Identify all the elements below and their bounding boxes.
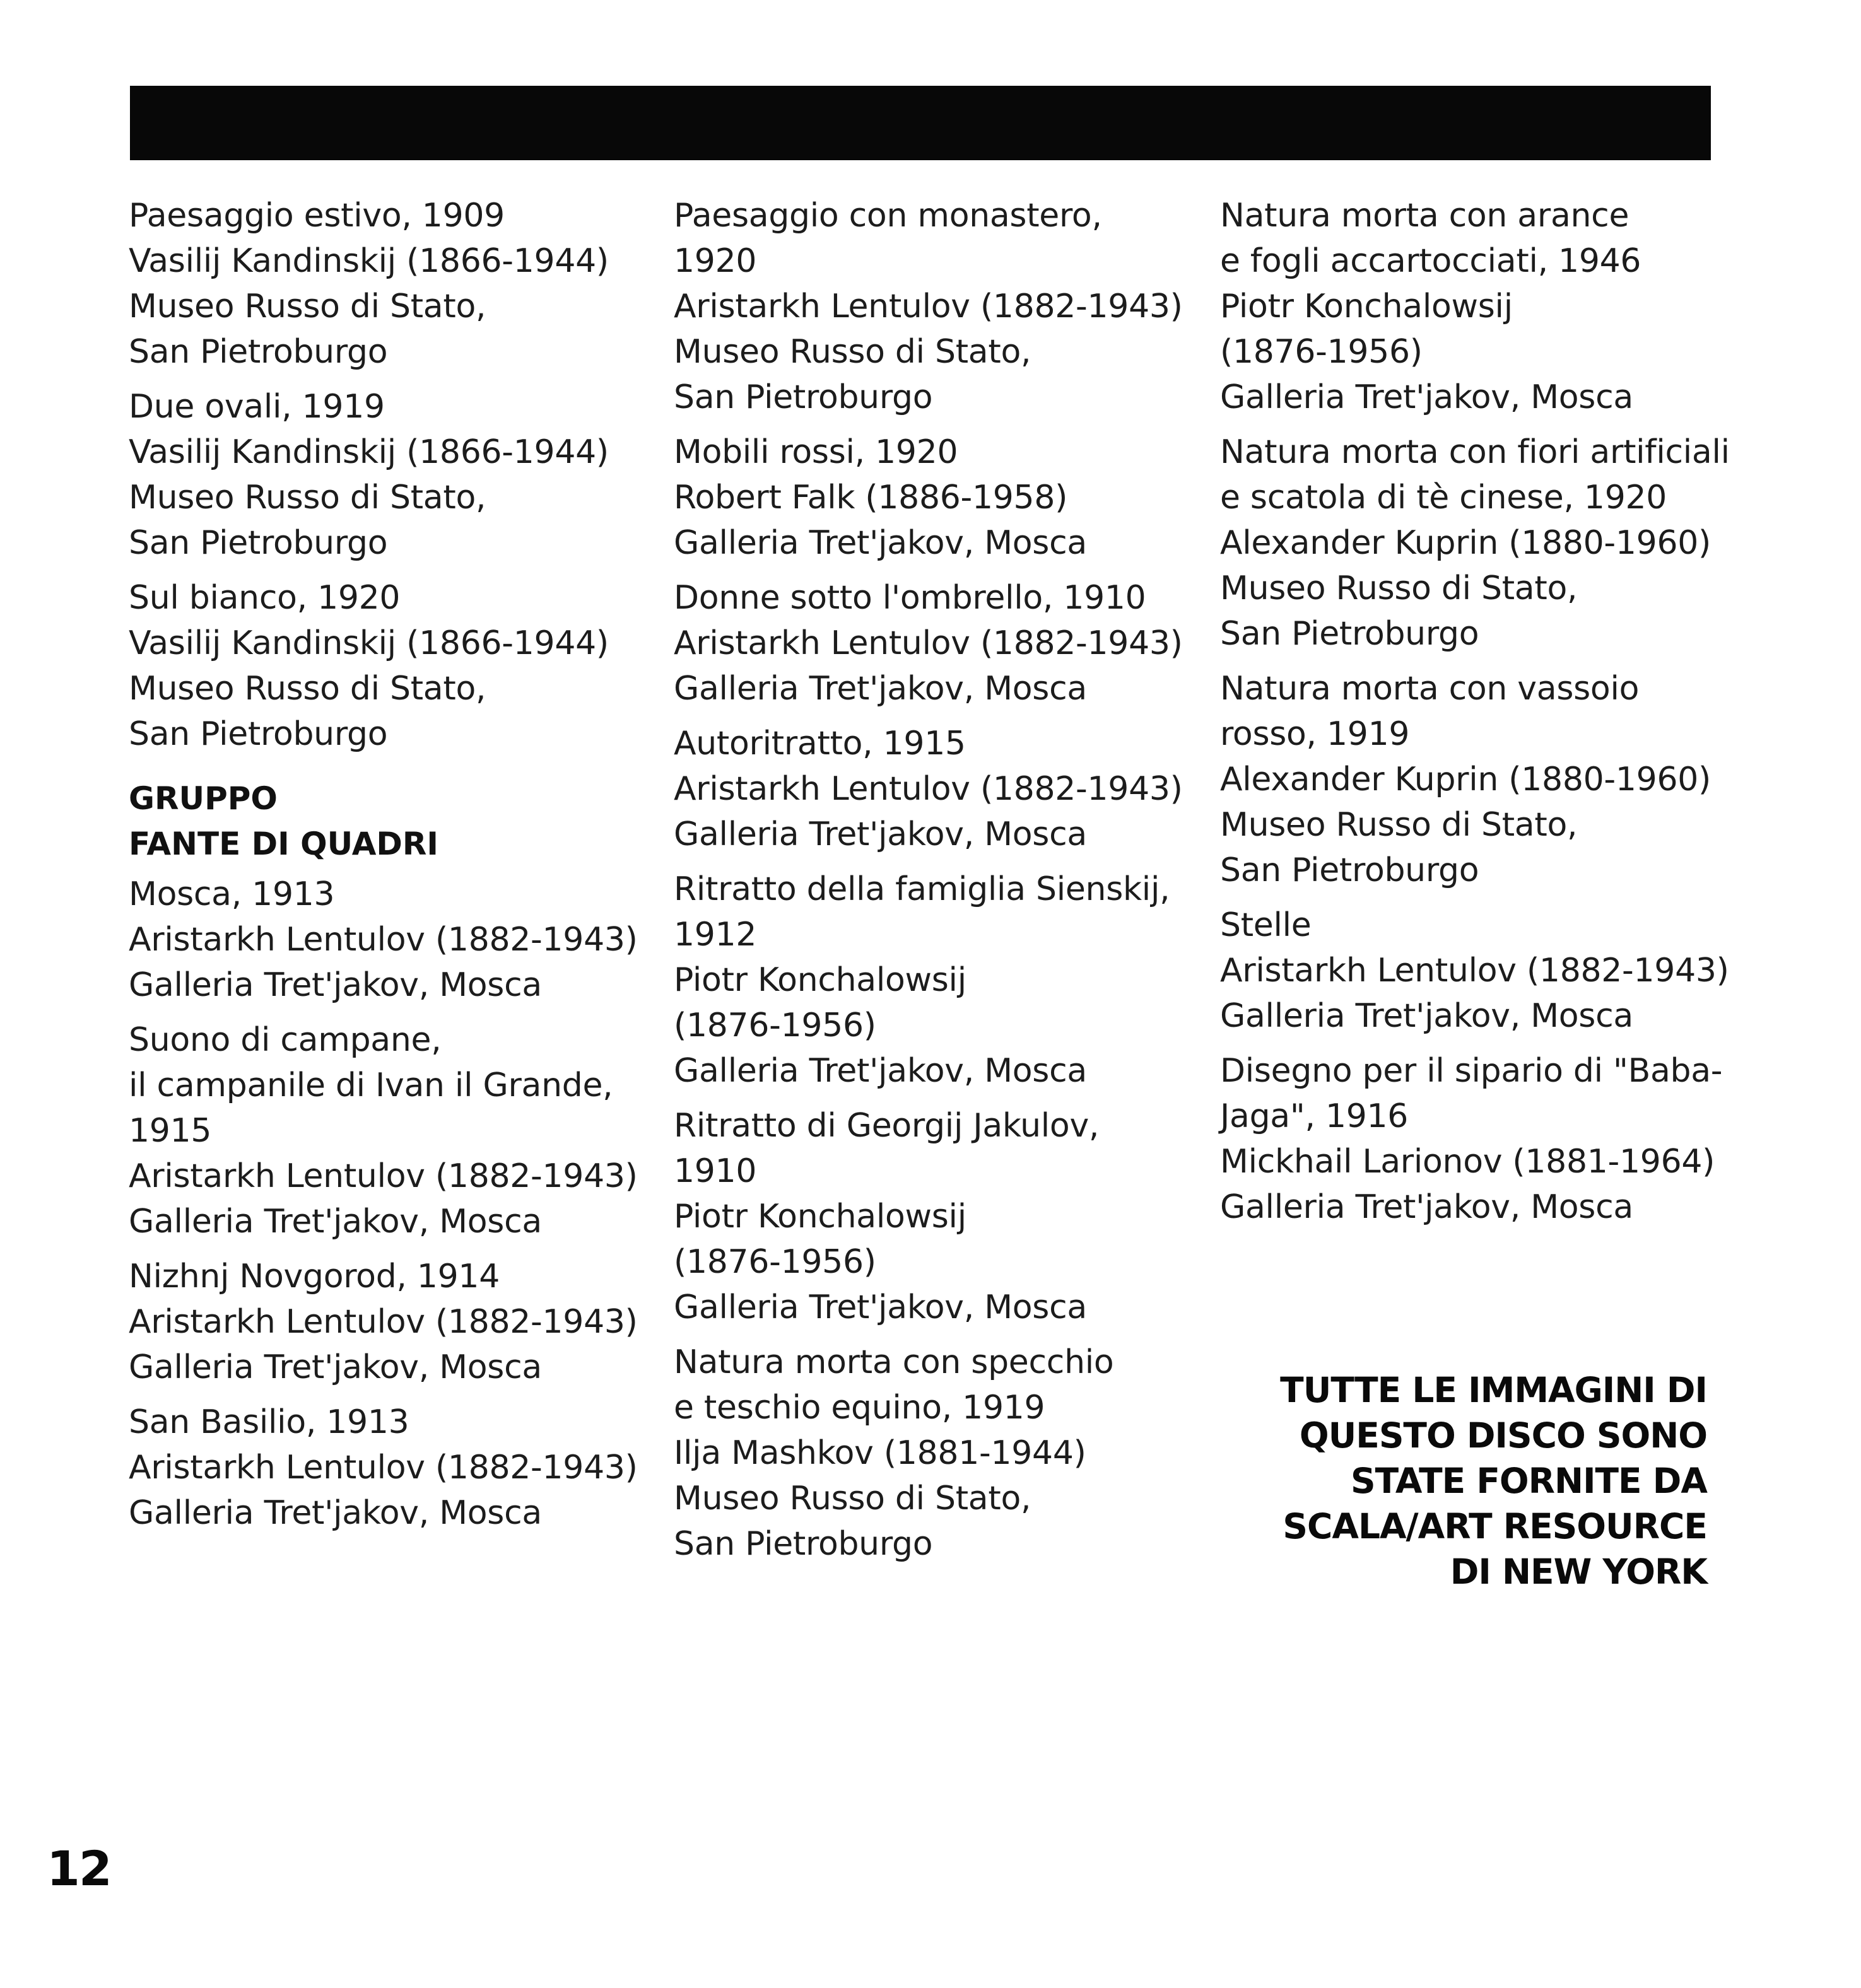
artwork-detail: (1876-1956) [1220,333,1423,371]
artwork-entry [129,384,646,566]
artwork-entry [1220,193,1725,420]
artwork-entry [129,1017,646,1244]
artwork-detail: Aristarkh Lentulov (1882-1943) [129,921,638,959]
artwork-detail: (1876-1956) [674,1007,876,1044]
heading-line: FANTE DI QUADRI [129,826,439,862]
artwork-detail: Galleria Tret'jakov, Mosca [129,966,542,1004]
artwork-detail: Galleria Tret'jakov, Mosca [674,1289,1087,1326]
artwork-detail: Vasilij Kandinskij (1866-1944) [129,242,609,280]
artwork-entry [129,1400,646,1536]
artwork-entry [674,575,1191,711]
artwork-detail: Museo Russo di Stato, [1220,570,1578,607]
artwork-entry [674,430,1191,566]
artwork-entry [129,872,646,1008]
artwork-detail: Aristarkh Lentulov (1882-1943) [674,770,1183,808]
artwork-detail: Galleria Tret'jakov, Mosca [129,1203,542,1241]
artwork-detail: San Pietroburgo [1220,851,1479,889]
artwork-detail: Aristarkh Lentulov (1882-1943) [674,624,1183,662]
column-2 [674,193,1191,1576]
artwork-detail: Vasilij Kandinskij (1866-1944) [129,624,609,662]
artwork-detail: San Pietroburgo [674,1525,933,1563]
artwork-detail: Aristarkh Lentulov (1882-1943) [674,288,1183,325]
artwork-detail: 1915 [129,1112,212,1150]
artwork-entry [674,867,1191,1094]
credit-line: DI NEW YORK [1450,1552,1707,1592]
page-number: 12 [47,1840,111,1897]
artwork-title: Nizhnj Novgorod, 1914 [129,1258,500,1295]
artwork-title: Ritratto di Georgij Jakulov, [674,1107,1100,1145]
artwork-detail: il campanile di Ivan il Grande, [129,1067,613,1104]
artwork-detail: e fogli accartocciati, 1946 [1220,242,1641,280]
artwork-entry [129,575,646,757]
artwork-detail: Museo Russo di Stato, [129,670,486,708]
section-heading [129,776,646,867]
artwork-detail: Galleria Tret'jakov, Mosca [1220,1188,1633,1226]
artwork-detail: rosso, 1919 [1220,715,1410,753]
artwork-detail: (1876-1956) [674,1243,876,1281]
artwork-title: Mobili rossi, 1920 [674,433,958,471]
artwork-entry [1220,903,1729,1039]
artwork-detail: e scatola di tè cinese, 1920 [1220,479,1667,517]
artwork-title: Natura morta con arance [1220,197,1629,235]
artwork-title: Autoritratto, 1915 [674,725,966,763]
artwork-detail: Galleria Tret'jakov, Mosca [129,1348,542,1386]
artwork-title: Suono di campane, [129,1021,442,1059]
artwork-detail: Aristarkh Lentulov (1882-1943) [129,1157,638,1195]
artwork-detail: Piotr Konchalowsij [674,961,966,999]
header-black-bar [130,86,1711,160]
credit-line: SCALA/ART RESOURCE [1283,1506,1707,1547]
artwork-detail: 1912 [674,916,757,954]
credit-line: STATE FORNITE DA [1350,1461,1707,1501]
artwork-title: Disegno per il sipario di "Baba- [1220,1052,1723,1090]
artwork-detail: Alexander Kuprin (1880-1960) [1220,761,1711,798]
artwork-entry [129,193,646,375]
artwork-title: Natura morta con specchio [674,1343,1114,1381]
artwork-title: Ritratto della famiglia Sienskij, [674,870,1170,908]
artwork-detail: Robert Falk (1886-1958) [674,479,1068,517]
artwork-detail: Galleria Tret'jakov, Mosca [1220,997,1633,1035]
artwork-detail: 1920 [674,242,757,280]
artwork-detail: Aristarkh Lentulov (1882-1943) [1220,952,1729,990]
artwork-entry [129,1254,646,1390]
credit-line: QUESTO DISCO SONO [1299,1415,1707,1456]
artwork-entry [674,193,1191,420]
artwork-detail: Museo Russo di Stato, [129,288,486,325]
heading-line: GRUPPO [129,780,278,817]
artwork-title: Paesaggio estivo, 1909 [129,197,505,235]
artwork-title: Donne sotto l'ombrello, 1910 [674,579,1146,617]
artwork-detail: Alexander Kuprin (1880-1960) [1220,524,1711,562]
artwork-title: Paesaggio con monastero, [674,197,1102,235]
artwork-title: Sul bianco, 1920 [129,579,401,617]
artwork-detail: Museo Russo di Stato, [674,333,1031,371]
artwork-title: Natura morta con fiori artificiali [1220,433,1730,471]
artwork-detail: San Pietroburgo [674,378,933,416]
artwork-detail: San Pietroburgo [1220,615,1479,653]
artwork-detail: San Pietroburgo [129,333,388,371]
artwork-detail: Galleria Tret'jakov, Mosca [674,524,1087,562]
artwork-detail: Museo Russo di Stato, [129,479,486,517]
artwork-detail: Museo Russo di Stato, [674,1480,1031,1517]
artwork-detail: San Pietroburgo [129,524,388,562]
artwork-detail: San Pietroburgo [129,715,388,753]
artwork-title: Mosca, 1913 [129,875,335,913]
column-3 [1220,193,1730,1239]
artwork-detail: Galleria Tret'jakov, Mosca [674,670,1087,708]
column-1 [129,193,646,1545]
artwork-entry [1220,1048,1725,1230]
artwork-detail: Aristarkh Lentulov (1882-1943) [129,1449,638,1487]
artwork-detail: Galleria Tret'jakov, Mosca [674,1052,1087,1090]
artwork-entry [674,721,1191,857]
artwork-detail: Ilja Mashkov (1881-1944) [674,1434,1086,1472]
artwork-detail: Galleria Tret'jakov, Mosca [674,816,1087,853]
artwork-detail: Galleria Tret'jakov, Mosca [1220,378,1633,416]
artwork-title: Due ovali, 1919 [129,388,385,426]
artwork-detail: Piotr Konchalowsij [674,1198,966,1236]
artwork-detail: Museo Russo di Stato, [1220,806,1578,844]
artwork-title: Stelle [1220,906,1312,944]
credit-line: TUTTE LE IMMAGINI DI [1280,1370,1707,1410]
artwork-detail: Mickhail Larionov (1881-1964) [1220,1143,1715,1181]
artwork-entry [1220,430,1730,657]
artwork-title: San Basilio, 1913 [129,1403,409,1441]
artwork-detail: 1910 [674,1152,757,1190]
artwork-detail: Jaga", 1916 [1220,1097,1409,1135]
artwork-detail: Galleria Tret'jakov, Mosca [129,1494,542,1532]
artwork-detail: Vasilij Kandinskij (1866-1944) [129,433,609,471]
artwork-entry [674,1103,1191,1330]
artwork-detail: e teschio equino, 1919 [674,1389,1045,1427]
artwork-entry [674,1340,1191,1567]
artwork-title: Natura morta con vassoio [1220,670,1640,708]
artwork-detail: Aristarkh Lentulov (1882-1943) [129,1303,638,1341]
artwork-entry [1220,666,1725,893]
artwork-detail: Piotr Konchalowsij [1220,288,1513,325]
image-credit-note [1280,1367,1707,1594]
